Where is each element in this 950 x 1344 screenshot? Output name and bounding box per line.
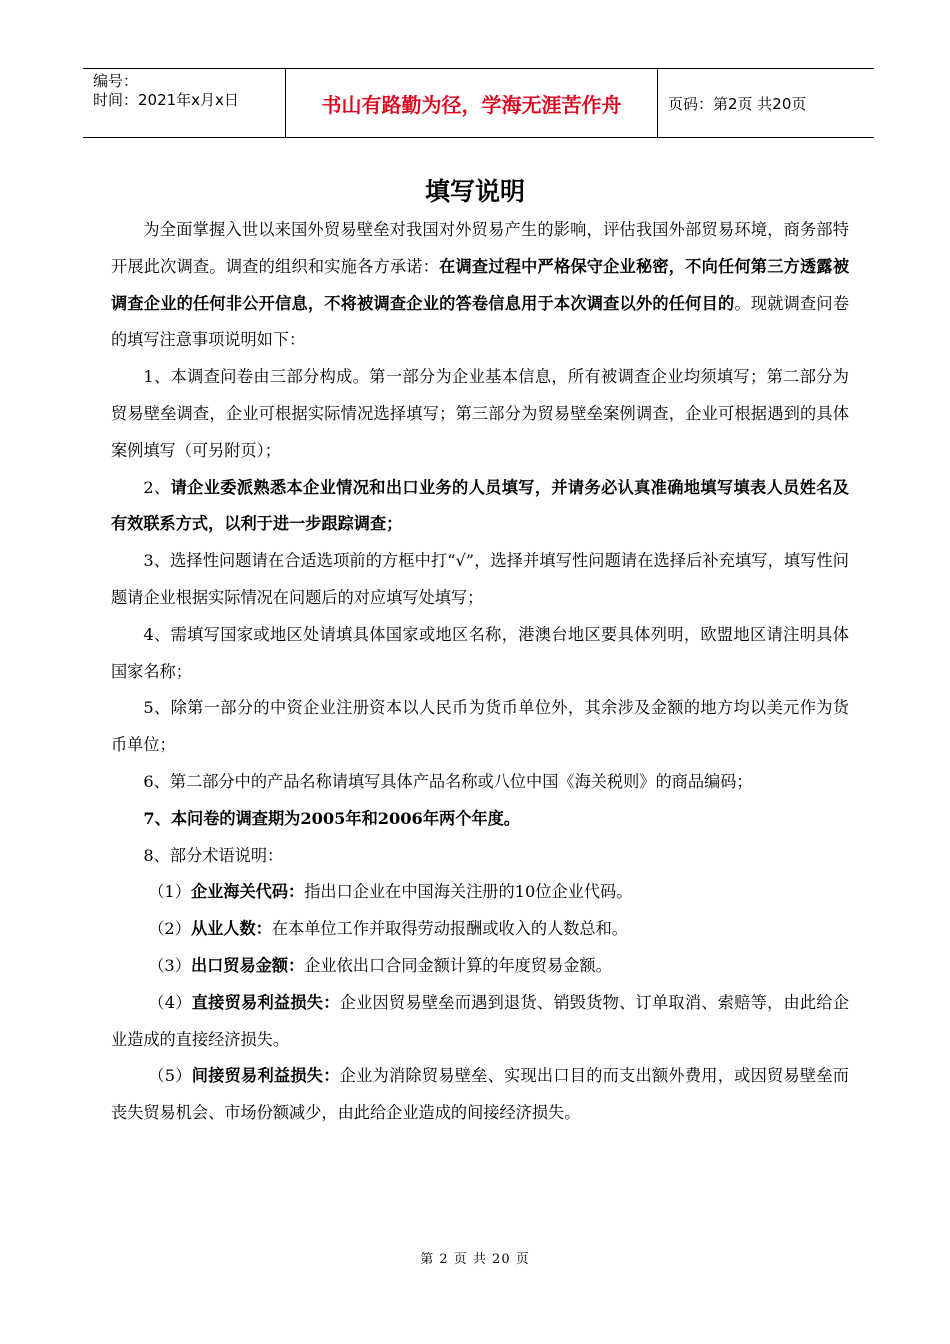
document-body: [111, 212, 849, 1132]
term-2: （2）从业人数：在本单位工作并取得劳动报酬或收入的人数总和。: [148, 919, 628, 939]
item-4: 4、需填写国家或地区处请填具体国家或地区名称，港澳台地区要具体列明，欧盟地区请注明具体国家名称；: [111, 624, 849, 681]
header-slogan: 书山有路勤为径，学海无涯苦作舟: [286, 69, 658, 137]
number-label: 编号：: [93, 72, 139, 90]
item-2: 2、请企业委派熟悉本企业情况和出口业务的人员填写，并请务必认真准确地填写填表人员姓名及有效联系方式，以利于进一步跟踪调查；: [111, 477, 849, 534]
item-8: 8、部分术语说明：: [143, 845, 284, 865]
item-1: 1、本调查问卷由三部分构成。第一部分为企业基本信息，所有被调查企业均须填写；第二部分为贸易壁垒调查，企业可根据实际情况选择填写；第三部分为贸易壁垒案例调查，企业可根据遇到的具体案例填写（可另附页）；: [111, 367, 849, 460]
term-5: （5）间接贸易利益损失：企业为消除贸易壁垒、实现出口目的而支出额外费用，或因贸易壁垒而丧失贸易机会、市场份额减少，由此给企业造成的间接经济损失。: [111, 1066, 849, 1123]
item-6: 6、第二部分中的产品名称请填写具体产品名称或八位中国《海关税则》的商品编码；: [143, 771, 753, 791]
term-3: （3）出口贸易金额：企业依出口合同金额计算的年度贸易金额。: [148, 955, 612, 975]
header-table: [83, 68, 874, 138]
term-1: （1）企业海关代码：指出口企业在中国海关注册的10位企业代码。: [148, 882, 633, 902]
header-page-label: 页码：第2页 共20页: [668, 94, 807, 113]
intro-paragraph: 为全面掌握入世以来国外贸易壁垒对我国对外贸易产生的影响，评估我国外部贸易环境，商务部特开展此次调查。调查的组织和实施各方承诺：在调查过程中严格保守企业秘密，不向任何第三方透露被调查企业的任何非公开信息，不将被调查企业的答卷信息用于本次调查以外的任何目的。现就调查问卷的填写注意事项说明如下：: [111, 220, 850, 350]
item-5: 5、除第一部分的中资企业注册资本以人民币为货币单位外，其余涉及金额的地方均以美元作为货币单位；: [111, 698, 849, 755]
item-3: 3、选择性问题请在合适选项前的方框中打“√”，选择并填写性问题请在选择后补充填写，填写性问题请企业根据实际情况在问题后的对应填写处填写；: [111, 551, 849, 607]
page-title: 填写说明: [424, 177, 525, 206]
term-4: （4）直接贸易利益损失：企业因贸易壁垒而遇到退货、销毁货物、订单取消、索赔等，由此给企业造成的直接经济损失。: [111, 992, 849, 1049]
page-footer: 第 2 页 共 20 页: [420, 1252, 530, 1267]
header-info-cell: [83, 69, 286, 137]
time-label: 时间：2021年x月x日: [93, 91, 239, 109]
item-7: 7、本问卷的调查期为2005年和2006年两个年度。: [143, 808, 520, 828]
